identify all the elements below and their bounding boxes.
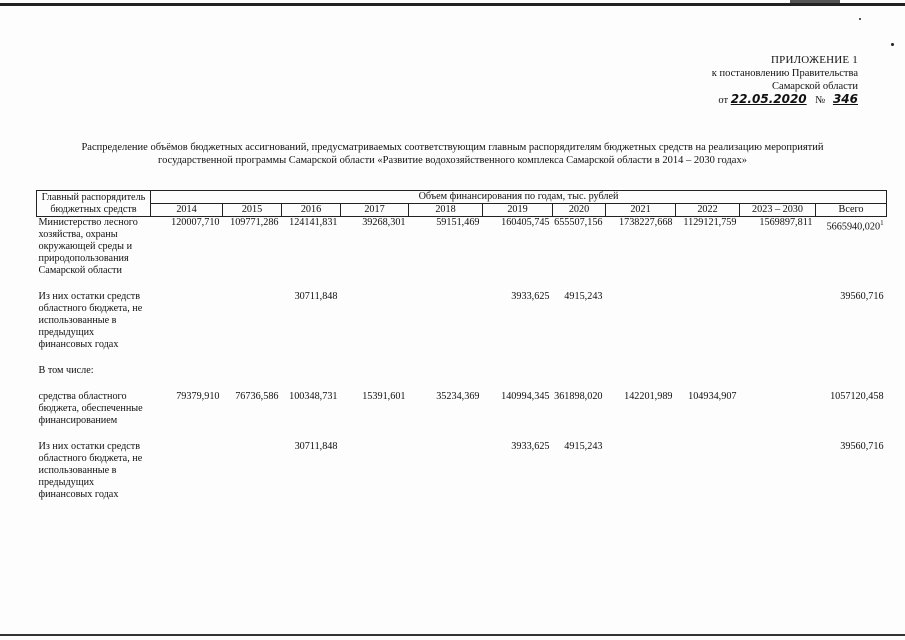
header-years-row [37,204,887,217]
value-cell [341,217,409,278]
value-cell [816,391,887,427]
header-funding-by-year: Объем финансирования по годам, тыс. рублей [151,191,887,204]
value-text: 4915,243 [564,441,603,452]
value-text: 39560,716 [840,291,884,302]
value-cell [341,365,409,377]
value-text: 30711,848 [294,291,338,302]
header-year: 2015 [223,204,282,217]
value-text: 3933,625 [511,441,550,452]
value-cell [816,441,887,501]
document-title-line-2: государственной программы Самарской области «Развитие водохозяйственного комплекса Самарской области в 2014 – 2030 годах» [158,155,747,166]
bottom-border-line [0,634,905,636]
value-text: 124141,831 [289,217,338,228]
value-cell [606,291,676,351]
header-year: 2019 [483,204,553,217]
value-text: 1569897,811 [759,217,813,228]
header-main-distributor: Главный распорядитель бюджетных средств [37,191,151,217]
approval-title: ПРИЛОЖЕНИЕ 1 [771,54,858,66]
value-cell [282,217,341,278]
value-cell [223,365,282,377]
value-cell [409,217,483,278]
value-cell [740,217,816,278]
header-year: 2017 [341,204,409,217]
value-text: 1129121,759 [683,217,737,228]
row-spacer [37,351,887,365]
value-text: 160405,745 [501,217,550,228]
value-text: 35234,369 [436,391,480,402]
value-cell [409,441,483,501]
row-spacer [37,377,887,391]
value-cell [151,365,223,377]
value-cell [409,365,483,377]
value-text: 655507,156 [554,217,603,228]
row-spacer-cell [37,277,887,291]
row-spacer [37,277,887,291]
value-cell [606,441,676,501]
value-text: 100348,731 [289,391,338,402]
value-cell [151,441,223,501]
approval-number-handwritten: 346 [832,92,858,106]
value-cell [151,391,223,427]
value-cell [606,391,676,427]
value-cell [606,365,676,377]
value-cell [740,365,816,377]
value-cell [740,441,816,501]
row-spacer-cell [37,377,887,391]
value-text: 39268,301 [362,217,406,228]
value-text: 104934,907 [688,391,737,402]
document-title-line-1: Распределение объёмов бюджетных ассигнований, предусматриваемых соответствующим главным распорядителям бюджетных средств на реализацию мероприятий [81,142,824,153]
value-cell [151,291,223,351]
value-text: 59151,469 [436,217,480,228]
value-cell [223,217,282,278]
value-text: 15391,601 [362,391,406,402]
approval-date-handwritten: 22.05.2020 [730,92,807,106]
value-cell [553,217,606,278]
top-border-line [0,3,905,6]
row-label: Из них остатки средств областного бюджета, не использованные в предыдущих финансовых годах [38,291,143,350]
value-cell [341,391,409,427]
header-year: 2016 [282,204,341,217]
top-border-mark [790,0,840,3]
approval-line-3: Самарской области [772,81,858,92]
value-text: 1738227,668 [619,217,673,228]
scan-speck [891,43,894,46]
header-year: Всего [816,204,887,217]
header-year: 2014 [151,204,223,217]
value-text: 79379,910 [176,391,220,402]
row-label: В том числе: [38,365,94,376]
row-spacer-cell [37,427,887,441]
row-spacer [37,427,887,441]
table-row [37,291,887,351]
value-text: 140994,345 [501,391,550,402]
table-row [37,217,887,278]
table-body [37,217,887,502]
value-text: 39560,716 [840,441,884,452]
value-cell [282,441,341,501]
header-year: 2018 [409,204,483,217]
scan-speck [859,18,861,20]
value-cell [676,365,740,377]
value-cell [223,291,282,351]
value-cell [676,391,740,427]
value-cell [606,217,676,278]
financing-table [36,190,887,501]
value-cell [553,441,606,501]
value-text: 30711,848 [294,441,338,452]
value-cell [483,391,553,427]
header-year: 2021 [606,204,676,217]
approval-date-prefix: от [718,95,729,106]
row-label: Из них остатки средств областного бюджета, не использованные в предыдущих финансовых годах [38,441,143,500]
value-cell [816,365,887,377]
value-cell [282,365,341,377]
value-cell [483,291,553,351]
row-label: средства областного бюджета, обеспеченные финансированием [38,391,143,426]
value-cell [341,441,409,501]
value-cell [483,217,553,278]
value-cell [676,291,740,351]
value-cell [151,217,223,278]
value-text: 5665940,020 [826,221,881,233]
value-cell [409,291,483,351]
row-spacer-cell [37,351,887,365]
value-cell [223,441,282,501]
value-cell [816,217,887,278]
value-text: 4915,243 [564,291,603,302]
value-cell [740,291,816,351]
header-year: 2023 – 2030 [740,204,816,217]
value-text: 1057120,458 [830,391,884,402]
value-text: 120007,710 [171,217,220,228]
value-cell [676,441,740,501]
value-text: 361898,020 [554,391,603,402]
approval-date-line [712,93,858,107]
footnote-mark: 1 [880,219,884,227]
row-label: Министерство лесного хозяйства, охраны окружающей среды и природопользования Самарской области [38,217,138,276]
value-cell [676,217,740,278]
value-cell [409,391,483,427]
value-text: 3933,625 [511,291,550,302]
table-row [37,441,887,501]
value-cell [483,441,553,501]
value-text: 109771,286 [230,217,279,228]
value-cell [553,291,606,351]
header-year: 2020 [553,204,606,217]
document-title [40,141,865,167]
approval-block [712,54,858,107]
value-cell [553,391,606,427]
header-year: 2022 [676,204,740,217]
value-cell [282,291,341,351]
value-text: 142201,989 [624,391,673,402]
value-cell [816,291,887,351]
value-cell [483,365,553,377]
table-row [37,365,887,377]
value-cell [740,391,816,427]
table-header [37,191,887,217]
value-cell [553,365,606,377]
approval-line-2: к постановлению Правительства [711,68,858,79]
value-cell [341,291,409,351]
value-text: 76736,586 [235,391,279,402]
value-cell [282,391,341,427]
approval-number-label: № [815,95,826,106]
value-cell [223,391,282,427]
table-row [37,391,887,427]
